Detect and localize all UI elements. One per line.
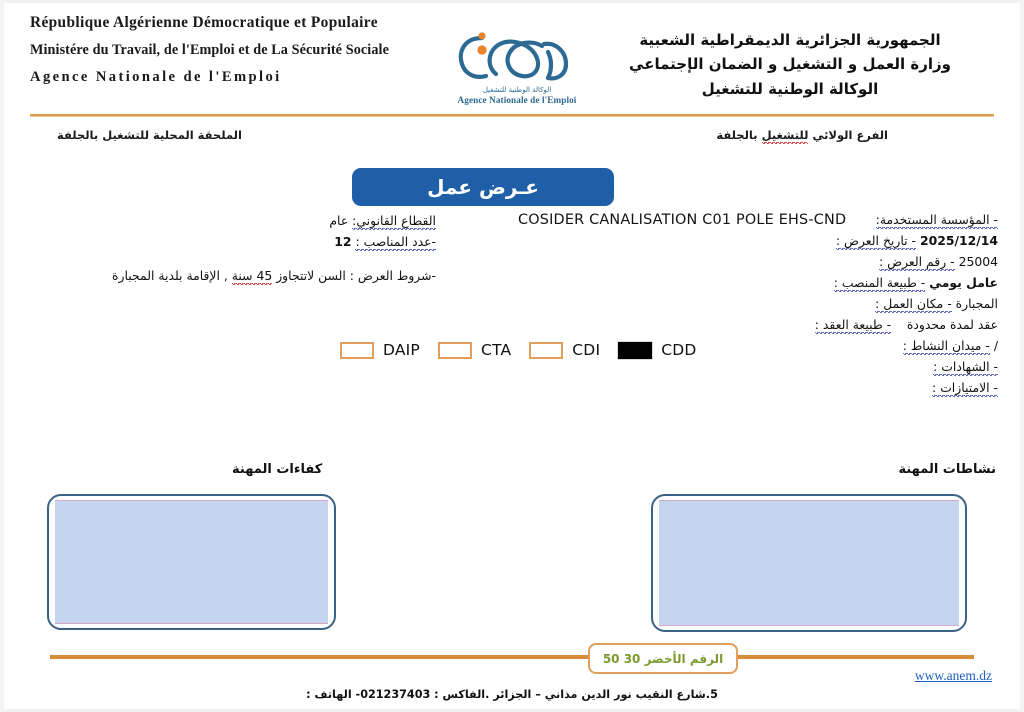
offer-row-post — [815, 272, 998, 293]
logo-dot-lower — [477, 45, 486, 54]
page-border-top — [0, 0, 1024, 3]
offer-row-benefits — [815, 377, 998, 398]
offer-certificates-label: - الشهادات : — [933, 359, 998, 374]
profession-activities-content — [659, 500, 959, 626]
header-arabic-block — [580, 28, 1000, 101]
offer-row-positions — [329, 231, 436, 252]
checkbox-label-daip: DAIP — [383, 341, 420, 359]
caption-profession-activities: نشاطات المهنة — [898, 462, 996, 477]
header-arabic-line-1: الجمهورية الجزائرية الديمقراطية الشعبية — [639, 31, 941, 49]
header-french-line-3: Agence Nationale de l'Emploi — [30, 69, 282, 85]
offer-number-value: 25004 — [958, 254, 998, 269]
header-divider-rule — [30, 114, 994, 116]
offer-field-value: / — [993, 338, 998, 353]
offer-benefits-label: - الامتيازات : — [931, 380, 998, 395]
offer-row-certificates — [815, 356, 998, 377]
header-french-line-1: République Algérienne Démocratique et Populaire — [30, 14, 378, 31]
offer-conditions-part1: السن لاتتجاوز — [276, 268, 346, 283]
profession-activities-box[interactable] — [651, 494, 967, 632]
offer-row-field — [815, 335, 998, 356]
document-title-banner: عـرض عمل — [352, 168, 614, 206]
offer-conditions-age: 45 سنة — [231, 268, 273, 283]
offer-post-value: عامل يومي — [929, 275, 998, 290]
checkbox-cdd[interactable] — [618, 342, 652, 359]
anem-logo-french-caption: Agence Nationale de l'Emploi — [457, 95, 577, 105]
offer-details-list — [815, 209, 998, 398]
branch-regional-prefix: الفرع الولائي — [812, 128, 888, 142]
branch-regional-label — [716, 128, 888, 142]
offer-conditions-label: -شروط العرض : — [349, 268, 436, 283]
checkbox-daip[interactable] — [340, 342, 374, 359]
header-arabic-line-3: الوكالة الوطنية للتشغيل — [701, 79, 879, 98]
offer-row-number — [815, 251, 998, 272]
branch-regional-misspelled: للتشغيل — [761, 128, 809, 142]
offer-date-value: 2025/12/14 — [919, 233, 998, 248]
offer-place-label: - مكان العمل : — [875, 296, 952, 311]
checkbox-cdi[interactable] — [529, 342, 563, 359]
offer-sector-label: القطاع القانوني: — [352, 213, 436, 228]
branch-local-label: الملحقة المحلية للتشغيل بالجلفة — [57, 128, 242, 142]
footer-rule-right — [737, 655, 974, 659]
checkbox-label-cdd: CDD — [661, 341, 697, 359]
header-arabic-line-2: وزارة العمل و التشغيل و الضمان الإجتماعي — [629, 55, 951, 74]
caption-profession-skills: كفاءات المهنة — [232, 462, 323, 477]
checkbox-label-cdi: CDI — [572, 341, 601, 359]
offer-employer-label: - المؤسسة المستخدمة: — [875, 212, 998, 227]
green-number-badge: الرقم الأخضر 30 50 — [588, 643, 738, 674]
logo-dot-upper — [478, 32, 485, 39]
offer-post-label: - طبيعة المنصب : — [833, 275, 926, 290]
checkbox-cta[interactable] — [438, 342, 472, 359]
offer-sector-value: عام — [329, 213, 349, 228]
offer-place-value: المجبارة — [955, 296, 998, 311]
offer-row-date — [815, 230, 998, 251]
document-header — [0, 8, 1024, 112]
offer-row-contract — [815, 314, 998, 335]
offer-employer-value: COSIDER CANALISATION C01 POLE EHS-CND — [518, 212, 847, 228]
profession-skills-content — [55, 500, 328, 624]
anem-logo — [442, 22, 592, 118]
offer-contract-label: - طبيعة العقد : — [814, 317, 892, 332]
anem-logo-mark — [448, 22, 586, 88]
offer-conditions-row — [112, 268, 436, 283]
offer-row-place — [815, 293, 998, 314]
checkbox-label-cta: CTA — [480, 341, 512, 359]
anem-logo-arabic-caption: الوكالة الوطنية للتشغيل — [482, 86, 552, 94]
offer-positions-value: 12 — [334, 234, 352, 249]
offer-contract-value: عقد لمدة محدودة — [906, 317, 998, 332]
offer-conditions-part2: , الإقامة بلدية المجبارة — [112, 268, 228, 283]
offer-secondary-list — [329, 210, 436, 252]
header-french-line-2: Ministére du Travail, de l'Emploi et de La Sécurité Sociale — [30, 42, 389, 58]
branch-regional-suffix: بالجلفة — [716, 128, 758, 142]
offer-row-sector — [329, 210, 436, 231]
footer-rule-left — [50, 655, 588, 659]
profession-skills-box[interactable] — [47, 494, 336, 630]
offer-field-label: - ميدان النشاط : — [902, 338, 990, 353]
offer-positions-label: -عدد المناصب : — [355, 234, 436, 249]
website-link[interactable]: www.anem.dz — [914, 668, 992, 683]
offer-number-label: - رقم العرض : — [878, 254, 955, 269]
offer-date-label: - تاريخ العرض : — [835, 233, 917, 248]
header-french-block — [30, 14, 430, 96]
footer-address: 5.شارع النقيب نور الدين مذاني – الجزائر .الفاكس : 021237403- الهاتف : — [306, 688, 718, 701]
contract-type-options — [340, 341, 697, 359]
